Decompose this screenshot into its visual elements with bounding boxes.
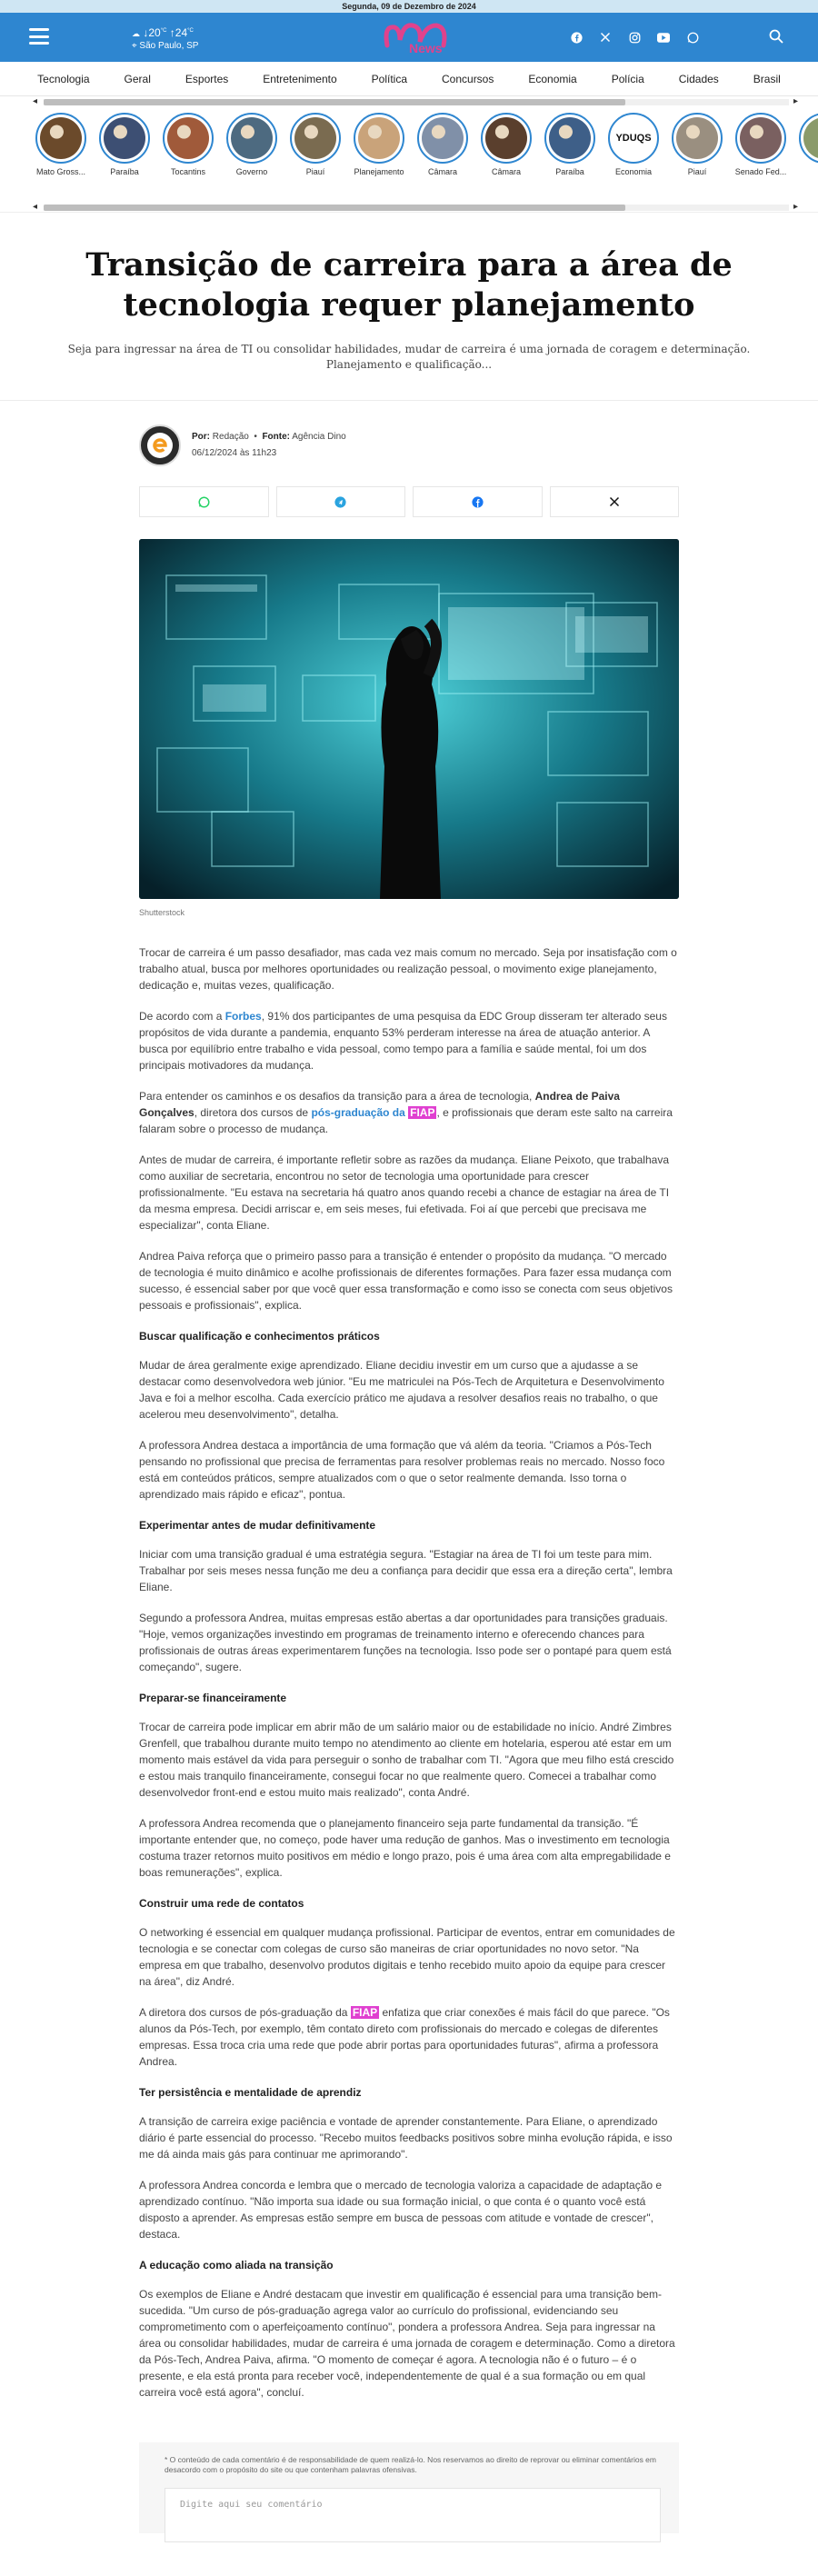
scroll-left-icon[interactable]: ◂ [33, 202, 38, 212]
story-thumbnail [676, 117, 718, 159]
site-logo[interactable] [380, 18, 462, 56]
article-content [139, 944, 679, 2401]
article-subtitle: Seja para ingressar na área de TI ou consolidar habilidades, mudar de carreira é uma jornada de coragem e determinação. Planejamento e qualificação... [67, 343, 751, 371]
nav-item-4[interactable]: Política [371, 72, 407, 85]
share-facebook-button[interactable] [413, 486, 543, 517]
story-label: Planejamento [354, 167, 404, 176]
story-item[interactable] [796, 113, 818, 164]
story-item[interactable] [224, 113, 280, 176]
story-label: Piauí [305, 167, 325, 176]
story-item[interactable] [669, 113, 725, 176]
paragraph: A professora Andrea recomenda que o planejamento financeiro seja parte fundamental da transição. "É importante entender que, no começo, pode haver uma redução de ganhos. Mas o investimento em tecnologia costuma trazer retornos muito positivos em médio e longo prazo, pois é uma área com alta empregabilidade e boas remunerações", explica. [139, 1817, 671, 1879]
story-item[interactable] [96, 113, 153, 176]
telegram-icon [334, 496, 346, 508]
story-label: Senado Fed... [734, 167, 787, 176]
fiap-highlight[interactable]: FIAP [352, 2006, 378, 2019]
paragraph: Antes de mudar de carreira, é importante refletir sobre as razões da mudança. Eliane Peixoto, que trabalhava como auxiliar de secretaria, encontrou no setor de tecnologia uma oportunidade para crescer profissionalmente. "Eu estava na secretaria há quatro anos quando recebi a chance de estagiar na área de TI da mesma empresa. Decidi arriscar e, em seis meses, fui efetivada. Foi aí que percebi que precisava me especializar", conta Eliane. [139, 1153, 670, 1232]
publish-date: 06/12/2024 às 11h23 [192, 448, 277, 458]
web-stories [0, 107, 818, 202]
story-thumbnail [40, 117, 82, 159]
x-twitter-icon[interactable] [598, 30, 613, 45]
svg-text:News: News [409, 41, 443, 55]
story-item[interactable] [478, 113, 534, 176]
paragraph: A professora Andrea destaca a importância de uma formação que vá além da teoria. "Criamos a Pós-Tech pensando no profissional que precisa de ferramentas para resolver problemas reais no mercado. Nosso foco está em conteúdos práticos, sempre atualizados com o que o setor realmente demanda. Isso torna o aprendizado mais rápido e eficaz", pontua. [139, 1439, 665, 1501]
story-thumbnail [358, 117, 400, 159]
story-thumbnail [740, 117, 782, 159]
story-thumbnail [422, 117, 464, 159]
story-label: Tocantins [170, 167, 206, 176]
paragraph: A transição de carreira exige paciência e vontade de aprender constantemente. Para Eliane, o aprendizado diário é parte essencial do processo. "Recebo muitos feedbacks positivos sobre minha evolução rápida, e isso me dá ainda mais gás para continuar me aprimorando". [139, 2115, 673, 2161]
comments-disclaimer: * O conteúdo de cada comentário é de responsabilidade de quem realizá-lo. Nos reservamos ao direito de reprovar ou eliminar comentários em desacordo com o propósito do site ou que contenham palavras ofensivas. [165, 2455, 656, 2474]
story-thumbnail [294, 117, 336, 159]
comments-section [139, 2442, 679, 2533]
article-header [0, 213, 818, 401]
current-date: Segunda, 09 de Dezembro de 2024 [342, 2, 476, 11]
nav-item-1[interactable]: Geral [124, 72, 151, 85]
story-thumbnail [167, 117, 209, 159]
stories-scrollbar-bottom[interactable] [0, 202, 818, 213]
paragraph: Iniciar com uma transição gradual é uma estratégia segura. "Estagiar na área de TI foi um teste para mim. Trabalhar por seis meses nessa função me deu a confiança para decidir que essa era a direção certa", lembra Eliane. [139, 1548, 673, 1593]
story-label: Mato Gross... [35, 167, 85, 176]
menu-icon[interactable] [29, 28, 49, 45]
share-bar [139, 486, 679, 517]
story-label: Piauí [687, 167, 707, 176]
whatsapp-icon [198, 496, 210, 508]
nav-item-6[interactable]: Economia [528, 72, 577, 85]
nav-item-2[interactable]: Esportes [185, 72, 229, 85]
article-title: Transição de carreira para a área de tecnologia requer planejamento [85, 246, 733, 324]
section-heading: Preparar-se financeiramente [139, 1692, 287, 1704]
story-thumbnail [485, 117, 527, 159]
story-item[interactable] [160, 113, 216, 176]
scroll-left-icon[interactable]: ◂ [33, 96, 38, 106]
story-label: Câmara [491, 167, 521, 176]
location-pin-icon: ⌖ [132, 41, 137, 51]
scroll-right-icon[interactable]: ▸ [793, 202, 799, 212]
section-heading: Experimentar antes de mudar definitivamente [139, 1519, 376, 1532]
section-heading: A educação como aliada na transição [139, 2259, 334, 2271]
nav-item-8[interactable]: Cidades [678, 72, 719, 85]
story-item[interactable] [605, 113, 662, 176]
forbes-link[interactable]: Forbes [224, 1010, 262, 1023]
image-caption: Shutterstock [139, 908, 185, 917]
story-thumbnail [803, 117, 818, 159]
paragraph: Os exemplos de Eliane e André destacam que investir em qualificação é essencial para uma transição bem-sucedida. "Um curso de pós-graduação agrega valor ao currículo do profissional, evidenciando seu comprometimento com o aperfeiçoamento contínuo", pondera a professora Andrea. Seja para ingressar na área ou consolidar habilidades, mudar de carreira é uma jornada de coragem e determinação. Como a diretora da Pós-Tech, Andrea Paiva, afirma. "O momento de começar é agora. A tecnologia não é o futuro – é o presente, e ela está pronta para receber você, independentemente de qual é a sua formação ou em qual carreira você está agora", concluí. [139, 2288, 675, 2399]
nav-item-0[interactable]: Tecnologia [37, 72, 90, 85]
share-telegram-button[interactable] [276, 486, 406, 517]
temp-min: $↓20^{^\circ C}$ [143, 26, 167, 39]
article-image [139, 539, 679, 899]
source-name: Agência Dino [292, 432, 346, 442]
facebook-icon[interactable] [569, 30, 584, 45]
story-thumbnail [549, 117, 591, 159]
share-whatsapp-button[interactable] [139, 486, 269, 517]
section-heading: Buscar qualificação e conhecimentos práticos [139, 1330, 380, 1343]
paragraph: A diretora dos cursos de pós-graduação da FIAP enfatiza que criar conexões é mais fácil do que parece. "Os alunos da Pós-Tech, por exemplo, têm contato direto com profissionais do mercado e colegas de diferentes empresas. Essa troca cria uma rede que pode abrir portas para oportunidades futuras", afirma a professora Andrea. [139, 2006, 670, 2068]
scroll-right-icon[interactable]: ▸ [793, 96, 799, 106]
story-thumbnail: YDUQS [613, 117, 654, 159]
top-date-bar [0, 0, 818, 13]
paragraph: Trocar de carreira é um passo desafiador, mas cada vez mais comum no mercado. Seja por insatisfação com o trabalho atual, busca por melhores oportunidades ou realização pessoal, o movimento exige planejamento, dedicação e, muitas vezes, qualificação. [139, 946, 677, 992]
story-label: Câmara [427, 167, 457, 176]
nav-item-9[interactable]: Brasil [753, 72, 781, 85]
postgrad-link[interactable]: pós-graduação da FIAP [311, 1106, 435, 1119]
source-label: Fonte: [262, 432, 290, 442]
weather-icon: ☁ [132, 29, 140, 38]
paragraph: O networking é essencial em qualquer mudança profissional. Participar de eventos, entrar em comunidades de tecnologia e se conectar com colegas de curso são maneiras de criar oportunidades no novo setor. "Na empresa em que trabalho, desenvolvo produtos digitais e tenho recebido muito apoio da equipe para crescer na área", diz André. [139, 1926, 675, 1988]
woman-silhouette [380, 623, 441, 899]
section-heading: Ter persistência e mentalidade de aprendiz [139, 2086, 362, 2099]
story-label: Governo [235, 167, 268, 176]
main-nav [0, 62, 818, 96]
nav-item-3[interactable]: Entretenimento [263, 72, 337, 85]
story-item[interactable] [414, 113, 471, 176]
social-links [569, 30, 700, 45]
paragraph: A professora Andrea concorda e lembra que o mercado de tecnologia valoriza a capacidade de adaptação e aprendizado contínuo. "Não importa sua idade ou sua formação inicial, o que conta é o quanto você está disposto a aprender. As empresas estão sempre em busca de pessoas com atitude e vontade de crescer", destaca. [139, 2179, 663, 2241]
paragraph: Mudar de área geralmente exige aprendizado. Eliane decidiu investir em um curso que a ajudasse a se destacar como desenvolvedora web júnior. "Eu me matriculei na Pós-Tech de Arquitetura e Desenvolvimento Java e foi a melhor escolha. Cada exercício prático me ajudava a resolver desafios reais no trabalho, o que acelerou meu desenvolvimento", detalha. [139, 1359, 664, 1421]
story-label: Paraíba [555, 167, 584, 176]
author-label: Por: [192, 432, 210, 442]
story-item[interactable] [33, 113, 89, 176]
youtube-icon[interactable] [656, 30, 671, 45]
share-x-button[interactable] [550, 486, 680, 517]
story-item[interactable] [351, 113, 407, 176]
paragraph: De acordo com a Forbes, 91% dos participantes de uma pesquisa da EDC Group disseram ter alterado seus propósitos de vida durante a pandemia, enquanto 53% perderam interesse na área de atuação anterior. A busca por equilíbrio entre trabalho e vida pessoal, como tempo para a família e saúde mental, foi um dos principais motivadores da mudança. [139, 1010, 667, 1072]
instagram-icon[interactable] [627, 30, 642, 45]
facebook-icon [472, 496, 484, 508]
search-icon[interactable] [769, 29, 783, 44]
article-body [139, 424, 679, 2401]
byline: Por: Redação • Fonte: Agência Dino 06/12/2024 às 11h23 [139, 424, 679, 466]
story-item[interactable] [733, 113, 789, 176]
weather-widget [132, 25, 198, 52]
author-avatar [139, 424, 181, 466]
stories-scrollbar-top[interactable] [0, 96, 818, 107]
temp-max: $↑24^{^\circ C}$ [169, 26, 194, 39]
section-heading: Construir uma rede de contatos [139, 1897, 304, 1910]
comment-input[interactable]: Digite aqui seu comentário [165, 2488, 661, 2542]
paragraph: Segundo a professora Andrea, muitas empresas estão abertas a dar oportunidades para transições graduais. "Hoje, vemos organizações investindo em programas de treinamento interno e oferecendo chances para profissionais de outras áreas experimentarem funções na tecnologia. Isso pode ser o pontapé para quem está começando", sugere. [139, 1612, 672, 1673]
nav-item-7[interactable]: Polícia [611, 72, 644, 85]
story-item[interactable] [287, 113, 344, 176]
author-name: Redação [212, 432, 249, 442]
paragraph: Para entender os caminhos e os desafios da transição para a área de tecnologia, Andrea de Paiva Gonçalves, diretora dos cursos de pós-graduação da FIAP , e profissionais que deram este salto na carreira falaram sobre o processo de mudança. [139, 1090, 673, 1135]
nav-item-5[interactable]: Concursos [442, 72, 494, 85]
story-label: Economia [614, 167, 653, 176]
story-label: Paraíba [110, 167, 139, 176]
weather-location: São Paulo, SP [139, 41, 199, 51]
story-thumbnail [104, 117, 145, 159]
x-twitter-icon [609, 496, 620, 507]
site-header [0, 13, 818, 62]
paragraph: Andrea Paiva reforça que o primeiro passo para a transição é entender o propósito da mudança. "O mercado de tecnologia é muito dinâmico e acolhe profissionais de diferentes formações. Para fazer essa mudança com sucesso, é essencial saber por que você quer essa transformação e como isso se conecta com seus objetivos pessoais e profissionais", explica. [139, 1250, 673, 1312]
paragraph: Trocar de carreira pode implicar em abrir mão de um salário maior ou de estabilidade no início. André Zimbres Grenfell, que trabalhou durante muito tempo no atendimento ao cliente em hotelaria, esperou até estar em um momento mais estável da vida para perseguir o sonho de trabalhar com TI. "Agora que meu filho está crescido e estou mais tranquilo financeiramente, consegui focar no que realmente quero. Comecei a trabalhar como desenvolvedor front-end e estou muito mais realizado", conta André. [139, 1721, 674, 1799]
story-thumbnail [231, 117, 273, 159]
story-item[interactable] [542, 113, 598, 176]
whatsapp-icon[interactable] [685, 30, 700, 45]
